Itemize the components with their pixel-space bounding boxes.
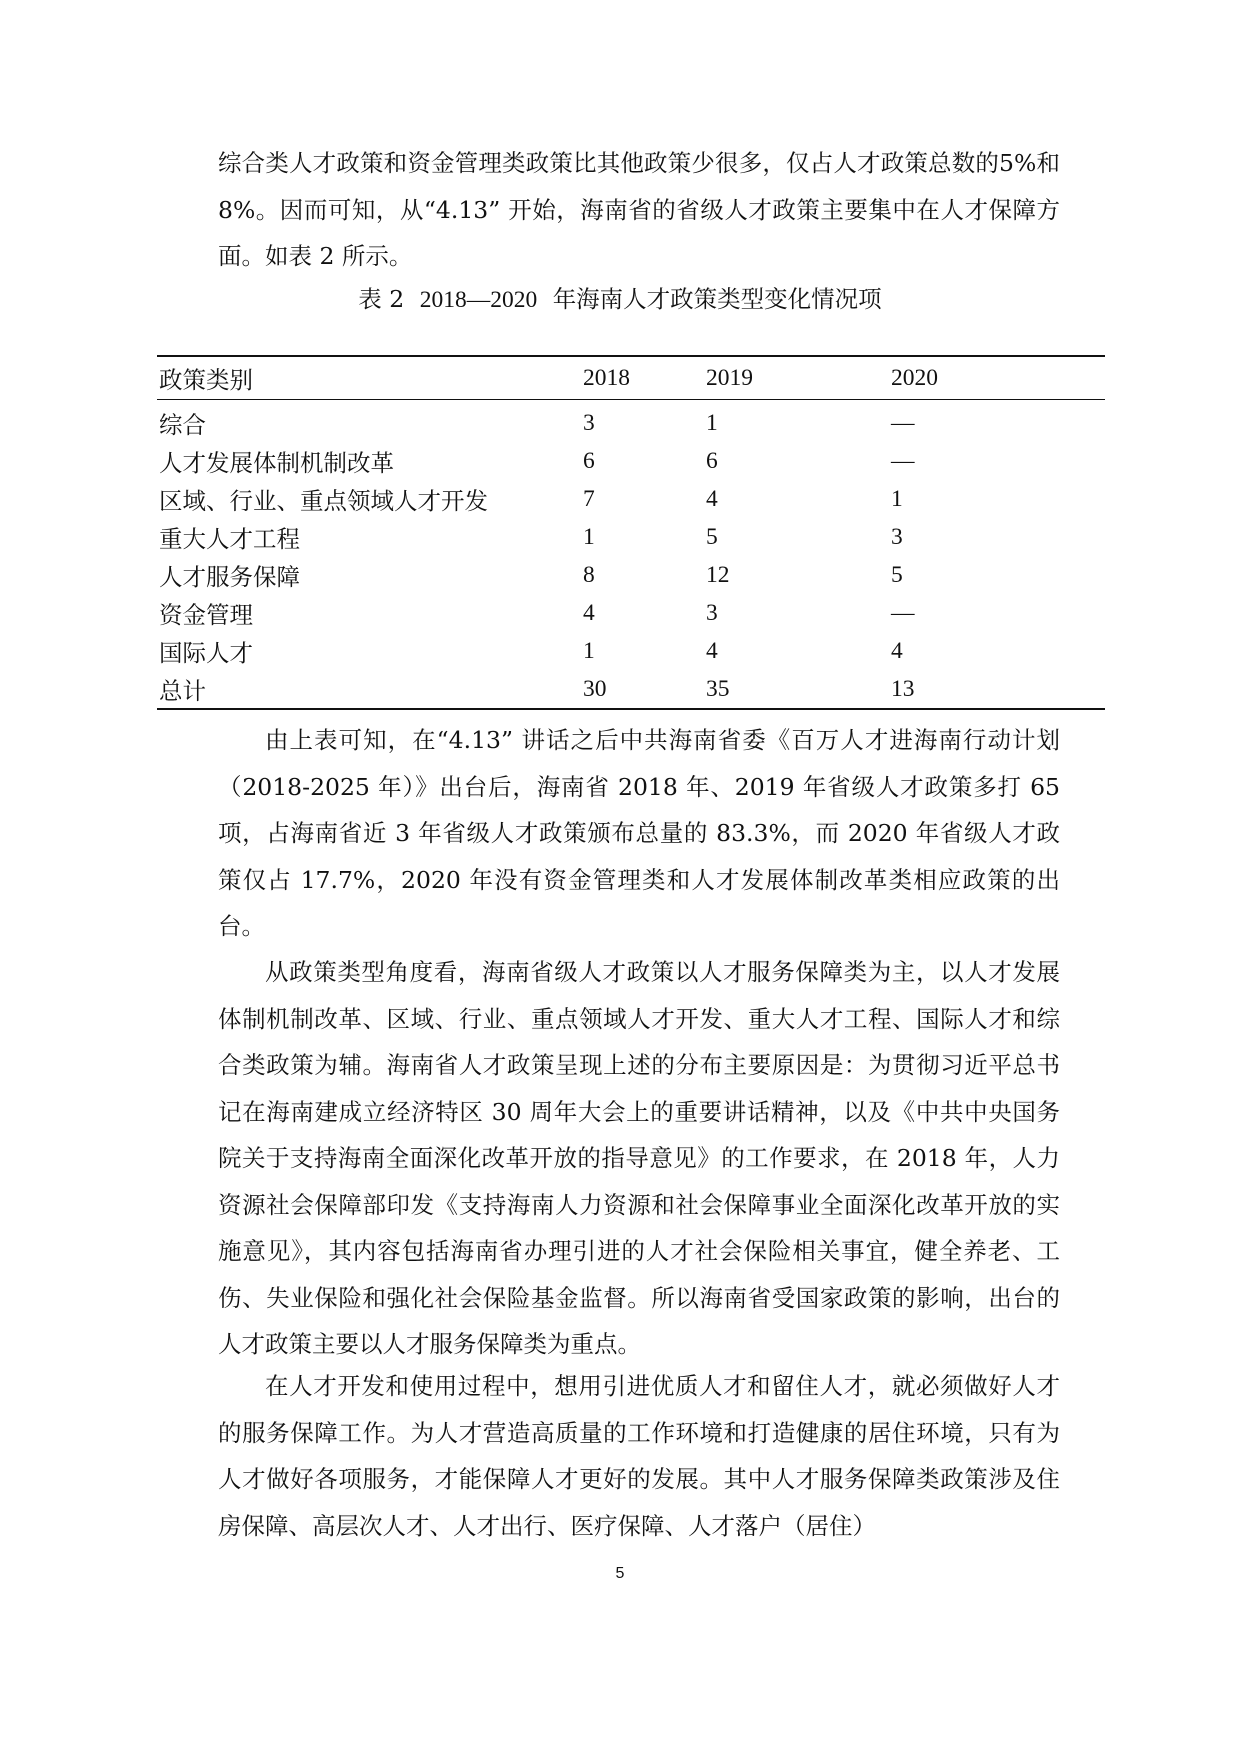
page-number: 5 — [615, 1565, 625, 1582]
caption-text: 年海南人才政策类型变化情况项 — [552, 285, 882, 313]
cell-2018: 1 — [583, 523, 595, 550]
cell-category: 综合 — [159, 411, 206, 439]
cell-2019: 3 — [706, 599, 718, 626]
cell-2019: 5 — [706, 523, 718, 550]
caption-label: 表 2 — [358, 285, 405, 313]
cell-2018: 4 — [583, 599, 595, 626]
header-2018: 2018 — [583, 364, 630, 391]
cell-2020: 5 — [891, 561, 903, 588]
cell-2019: 6 — [706, 447, 718, 474]
table-row — [157, 632, 1105, 670]
cell-2020: 3 — [891, 523, 903, 550]
cell-2018: 6 — [583, 447, 595, 474]
cell-category: 重大人才工程 — [159, 525, 300, 553]
cell-2019: 1 — [706, 409, 718, 436]
cell-2018: 30 — [583, 675, 607, 702]
caption-years: 2018—2020 — [419, 287, 538, 313]
cell-2018: 8 — [583, 561, 595, 588]
table-row — [157, 594, 1105, 632]
header-2019: 2019 — [706, 364, 753, 391]
header-2020: 2020 — [891, 364, 938, 391]
cell-2020: 4 — [891, 637, 903, 664]
body-paragraph-3: 在人才开发和使用过程中，想用引进优质人才和留住人才，就必须做好人才的服务保障工作。为人才营造高质量的工作环境和打造健康的居住环境，只有为人才做好各项服务，才能保障人才更好的发展。其中人才服务保障类政策涉及住房保障、高层次人才、人才出行、医疗保障、人才落户（居住） — [218, 1372, 1060, 1540]
cell-category: 国际人才 — [159, 639, 253, 667]
cell-2020: — — [891, 599, 915, 626]
cell-2020: 1 — [891, 485, 903, 512]
table-header-row — [157, 356, 1105, 400]
cell-2018: 7 — [583, 485, 595, 512]
table-row — [157, 480, 1105, 518]
body-paragraph-2: 从政策类型角度看，海南省级人才政策以人才服务保障类为主，以人才发展体制机制改革、区域、行业、重点领域人才开发、重大人才工程、国际人才和综合类政策为辅。海南省人才政策呈现上述的分布主要原因是：为贯彻习近平总书记在海南建成立经济特区 30 周年大会上的重要讲话精神，以及《中共中央国务院关于支持海南全面深化改革开放的指导意见》的工作要求，在 2018 年，人力资源社会保障部印发《支持海南人力资源和社会保障事业全面深化改革开放的实施意见》，其内容包括海南省办理引进的人才社会保险相关事宜，健全养老、工伤、失业保险和强化社会保险基金监督。所以海南省受国家政策的影响，出台的人才政策主要以人才服务保障类为重点。 — [218, 958, 1060, 1358]
cell-category: 总计 — [159, 677, 206, 705]
cell-2019: 4 — [706, 637, 718, 664]
table-caption — [0, 282, 1240, 317]
cell-2020: — — [891, 409, 915, 436]
cell-category: 区域、行业、重点领域人才开发 — [159, 487, 488, 515]
table-row — [157, 518, 1105, 556]
cell-2019: 35 — [706, 675, 730, 702]
policy-type-table — [157, 355, 1105, 710]
table-row — [157, 400, 1105, 443]
table-total-row — [157, 670, 1105, 709]
cell-2020: — — [891, 447, 915, 474]
body-paragraph-1: 由上表可知，在“4.13” 讲话之后中共海南省委《百万人才进海南行动计划（2018-2025 年）》出台后，海南省 2018 年、2019 年省级人才政策多打 65 项，占海南省近 3 年省级人才政策颁布总量的 83.3%，而 2020 年省级人才政策仅占 17.7%，2020 年没有资金管理类和人才发展体制改革类相应政策的出台。 — [218, 726, 1060, 940]
cell-category: 人才发展体制机制改革 — [159, 449, 394, 477]
cell-category: 人才服务保障 — [159, 563, 300, 591]
cell-2020: 13 — [891, 675, 915, 702]
cell-2018: 1 — [583, 637, 595, 664]
cell-2019: 4 — [706, 485, 718, 512]
table-row — [157, 556, 1105, 594]
intro-paragraph: 综合类人才政策和资金管理类政策比其他政策少很多，仅占人才政策总数的5%和 8%。因而可知，从“4.13” 开始，海南省的省级人才政策主要集中在人才保障方面。如表 2 所示。 — [218, 149, 1060, 270]
table-row — [157, 442, 1105, 480]
cell-2019: 12 — [706, 561, 730, 588]
cell-2018: 3 — [583, 409, 595, 436]
header-category: 政策类别 — [159, 366, 253, 394]
cell-category: 资金管理 — [159, 601, 253, 629]
